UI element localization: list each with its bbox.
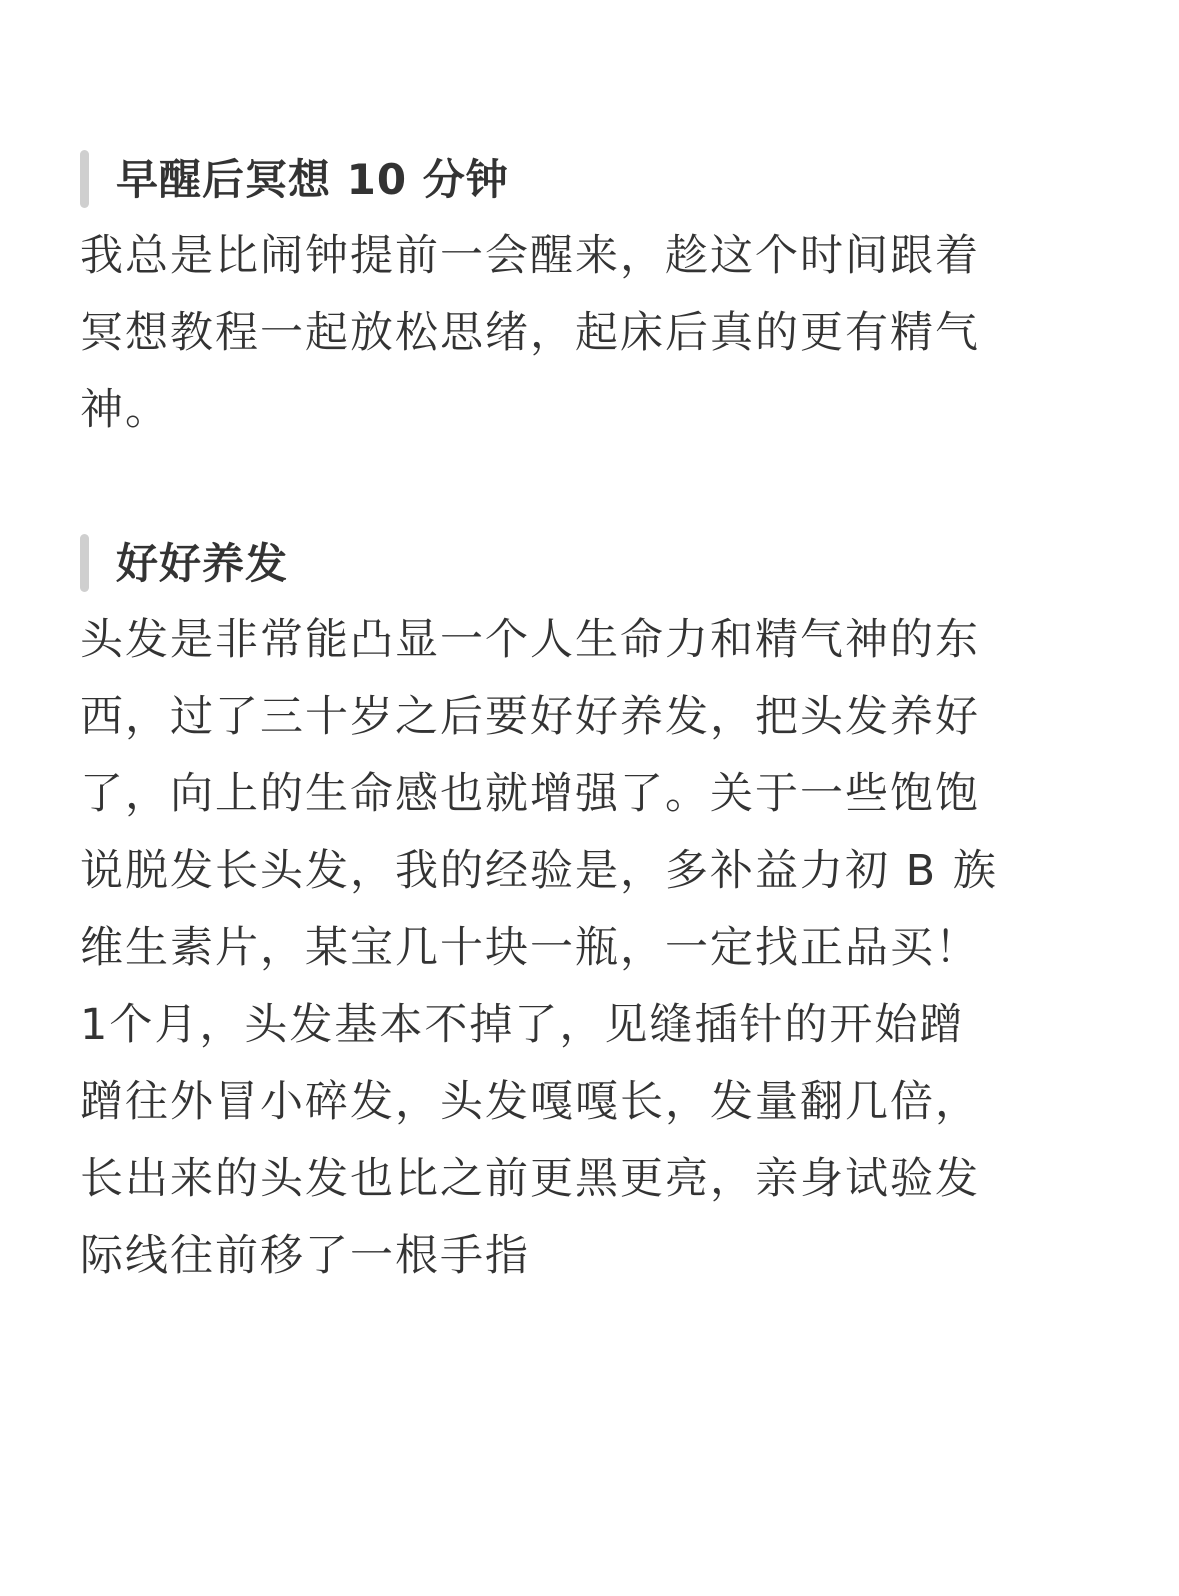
section-title: 好好养发 (116, 539, 289, 588)
paragraph-line: 长出来的头发也比之前更黑更亮，亲身试验发 (80, 1154, 980, 1204)
paragraph-line: 头发是非常能凸显一个人生命力和精气神的东 (80, 615, 980, 665)
section-title: 早醒后冥想 10 分钟 (116, 155, 509, 204)
heading-accent-bar (80, 534, 89, 592)
section-heading (80, 148, 1080, 212)
section-paragraph (80, 602, 1080, 1295)
paragraph-line: 了，向上的生命感也就增强了。关于一些饱饱 (80, 769, 980, 819)
heading-accent-bar (80, 150, 89, 208)
paragraph-line: 神。 (80, 385, 170, 435)
paragraph-line: 西，过了三十岁之后要好好养发，把头发养好 (80, 692, 980, 742)
paragraph-line: 1个月，头发基本不掉了，见缝插针的开始蹭 (80, 1000, 965, 1050)
section-meditation (80, 148, 1080, 449)
paragraph-line: 冥想教程一起放松思绪，起床后真的更有精气 (80, 308, 980, 358)
paragraph-line: 维生素片，某宝几十块一瓶，一定找正品买！ (80, 923, 980, 973)
paragraph-line: 际线往前移了一根手指 (80, 1231, 530, 1281)
paragraph-line: 蹭往外冒小碎发，头发嘎嘎长，发量翻几倍， (80, 1077, 980, 1127)
paragraph-line: 我总是比闹钟提前一会醒来，趁这个时间跟着 (80, 231, 980, 281)
paragraph-line: 说脱发长头发，我的经验是，多补益力初 B 族 (80, 846, 998, 896)
section-paragraph (80, 218, 1080, 449)
section-hair-care (80, 532, 1080, 1295)
section-heading (80, 532, 1080, 596)
